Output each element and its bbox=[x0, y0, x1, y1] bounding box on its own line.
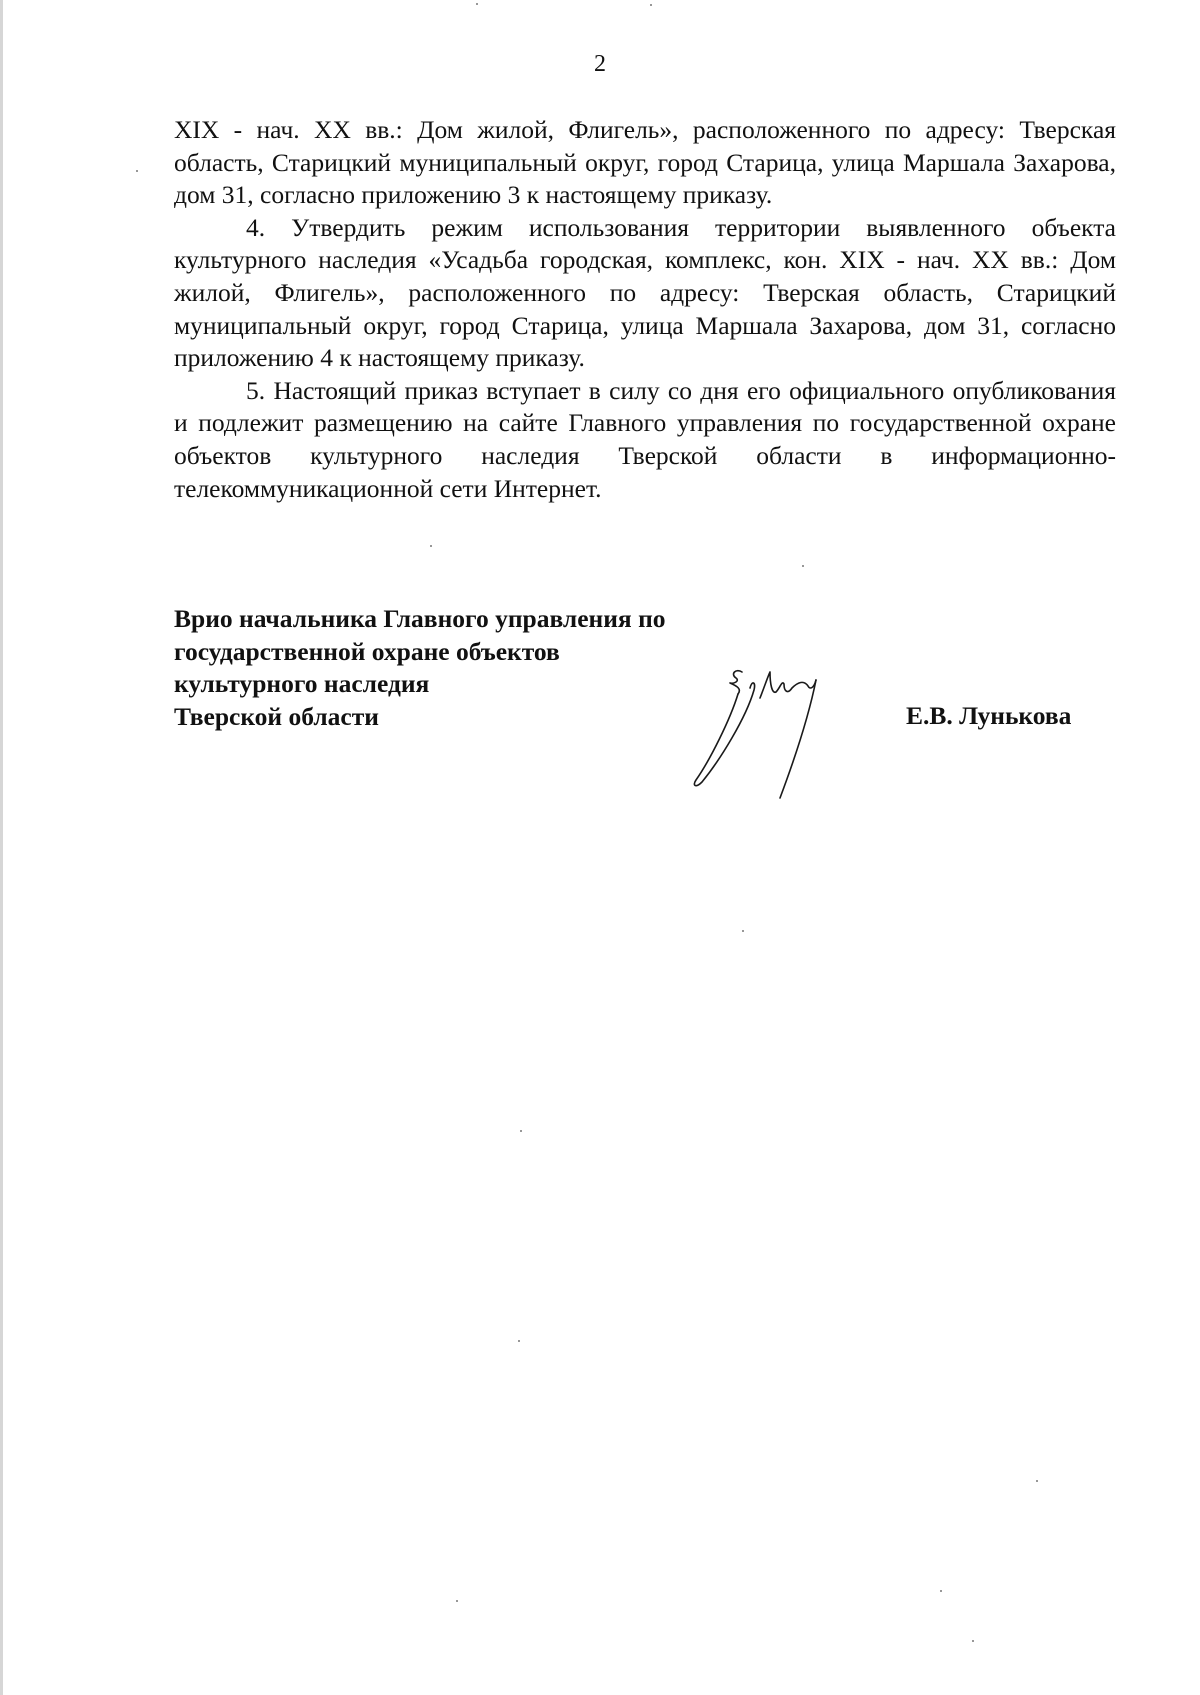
position-line: Тверской области bbox=[174, 701, 379, 731]
text-line: культурного наследия «Усадьба городская, комплекс, кон. bbox=[174, 245, 840, 275]
handwritten-signature-icon bbox=[680, 650, 880, 800]
paragraph-4 bbox=[174, 212, 1116, 375]
scan-speck bbox=[1036, 1480, 1038, 1482]
position-line: государственной охране объектов bbox=[174, 636, 560, 666]
page-number: 2 bbox=[594, 51, 606, 77]
scan-speck bbox=[518, 1340, 520, 1342]
scan-edge-shadow bbox=[0, 0, 3, 1695]
position-line: культурного наследия bbox=[174, 669, 430, 698]
paragraph-5 bbox=[174, 375, 1116, 505]
text-line: Захарова, дом 31, согласно приложению 4 к настоящему приказу. bbox=[174, 310, 1116, 373]
text-line: Захарова, дом 31, согласно приложению 3 к настоящему приказу. bbox=[174, 147, 1116, 210]
scan-speck bbox=[136, 170, 138, 172]
scan-speck bbox=[972, 1640, 974, 1642]
scan-speck bbox=[476, 3, 478, 5]
text-line: область, Старицкий муниципальный округ, город Старица, улица Маршала bbox=[174, 147, 1014, 177]
text-line: XIX - нач. XX вв.: Дом жилой, Флигель», расположенного по адресу: Тверская bbox=[174, 115, 1116, 144]
paragraph-3-continuation bbox=[174, 114, 1116, 212]
document-body bbox=[174, 114, 1116, 505]
scan-speck bbox=[802, 565, 804, 567]
scan-speck bbox=[940, 1590, 942, 1592]
scan-speck bbox=[650, 4, 652, 6]
text-line: информационно-телекоммуникационной сети Интернет. bbox=[174, 440, 1116, 503]
text-line: область, Старицкий муниципальный округ, город Старица, улица Маршала bbox=[174, 277, 1116, 340]
signatory-position bbox=[174, 603, 734, 733]
signatory-name: Е.В. Лунькова bbox=[906, 701, 1072, 730]
text-line: 4. Утвердить режим использования территории выявленного объекта bbox=[246, 212, 1116, 242]
position-line: Врио начальника Главного управления по bbox=[174, 604, 666, 633]
scan-speck bbox=[456, 1600, 458, 1602]
scan-speck bbox=[742, 930, 744, 932]
scan-speck bbox=[430, 545, 432, 547]
text-line: государственной охране объектов культурного наследия Тверской области в bbox=[174, 408, 1117, 470]
text-line: XIX - нач. XX вв.: Дом жилой, Флигель», расположенного по адресу: Тверская bbox=[174, 245, 1117, 307]
text-line: опубликования и подлежит размещению на сайте Главного управления по bbox=[174, 375, 1116, 438]
text-line: 5. Настоящий приказ вступает в силу со дня его официального bbox=[246, 375, 953, 405]
scan-speck bbox=[520, 1130, 522, 1132]
